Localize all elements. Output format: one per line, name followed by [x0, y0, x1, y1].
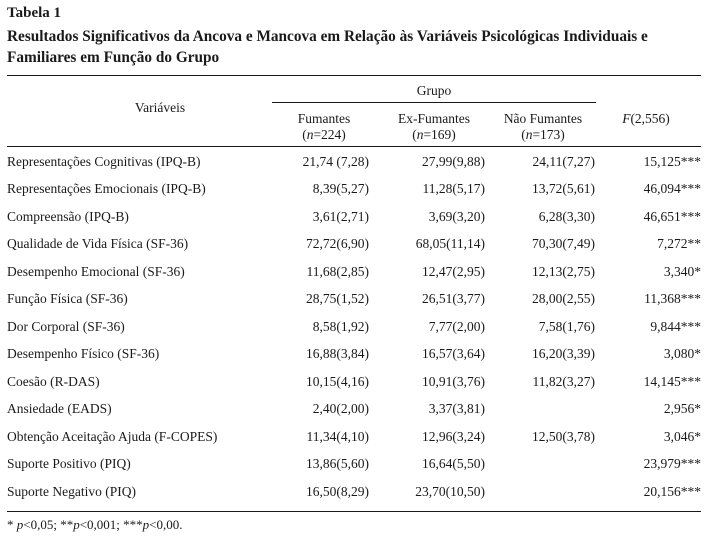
n-value: =169) — [423, 127, 456, 142]
footnote-part: <0,001; *** — [79, 517, 143, 532]
cell-nao-fumantes — [485, 451, 595, 479]
header-col-ex-fumantes — [382, 111, 486, 143]
p-symbol: p — [142, 517, 150, 532]
cell-variable: Compreensão (IPQ-B) — [7, 208, 129, 224]
header-group: Grupo — [416, 83, 452, 98]
cell-nao-fumantes: 16,20(3,39) — [532, 346, 595, 362]
cell-variable: Suporte Negativo (PIQ) — [7, 483, 136, 499]
cell-ex-fumantes: 3,69(3,20) — [428, 208, 485, 224]
col-n: (n=169) — [412, 127, 456, 142]
col-name: Fumantes — [297, 111, 351, 126]
cell-variable: Representações Emocionais (IPQ-B) — [7, 181, 206, 197]
cell-nao-fumantes: 13,72(5,61) — [532, 181, 595, 197]
cell-ex-fumantes: 68,05(11,14) — [415, 236, 485, 252]
n-label: n — [306, 127, 314, 142]
cell-variable: Suporte Positivo (PIQ) — [7, 456, 131, 472]
col-n: (n=173) — [521, 127, 565, 142]
cell-nao-fumantes: 7,58(1,76) — [538, 318, 595, 334]
cell-variable: Função Física (SF-36) — [7, 291, 128, 307]
cell-f: 20,156*** — [643, 483, 701, 499]
cell-ex-fumantes: 7,77(2,00) — [428, 318, 485, 334]
cell-f: 15,125*** — [643, 153, 701, 169]
table-body — [7, 148, 701, 506]
table-label: Tabela 1 — [7, 5, 62, 21]
cell-nao-fumantes — [485, 478, 595, 506]
cell-variable: Obtenção Aceitação Ajuda (F-COPES) — [7, 428, 218, 444]
cell-variable: Coesão (R-DAS) — [7, 373, 100, 389]
cell-ex-fumantes: 26,51(3,77) — [422, 291, 485, 307]
cell-variable: Representações Cognitivas (IPQ-B) — [7, 153, 201, 169]
header-col-fumantes — [272, 111, 376, 143]
cell-fumantes: 28,75(1,52) — [306, 291, 369, 307]
cell-ex-fumantes: 12,47(2,95) — [422, 263, 485, 279]
cell-fumantes: 2,40(2,00) — [312, 401, 369, 417]
n-label: n — [525, 127, 533, 142]
cell-ex-fumantes: 10,91(3,76) — [422, 373, 485, 389]
footnote-part: <0,00. — [149, 517, 183, 532]
cell-nao-fumantes — [485, 396, 595, 424]
cell-ex-fumantes: 23,70(10,50) — [415, 483, 485, 499]
table-row — [7, 423, 701, 451]
header-col-nao-fumantes — [490, 111, 596, 143]
cell-variable: Desempenho Físico (SF-36) — [7, 346, 160, 362]
table-row — [7, 478, 701, 506]
p-symbol: p — [73, 517, 80, 532]
table-row — [7, 148, 701, 176]
cell-variable: Ansiedade (EADS) — [7, 401, 112, 417]
cell-nao-fumantes: 24,11(7,27) — [532, 153, 595, 169]
cell-f: 7,272** — [657, 236, 701, 252]
cell-nao-fumantes: 28,00(2,55) — [532, 291, 595, 307]
cell-nao-fumantes: 12,13(2,75) — [532, 263, 595, 279]
cell-nao-fumantes: 70,30(7,49) — [532, 236, 595, 252]
cell-variable: Desempenho Emocional (SF-36) — [7, 263, 185, 279]
cell-ex-fumantes: 16,57(3,64) — [422, 346, 485, 362]
cell-f: 9,844*** — [650, 318, 701, 334]
cell-fumantes: 11,34(4,10) — [306, 428, 369, 444]
cell-variable: Qualidade de Vida Física (SF-36) — [7, 236, 189, 252]
cell-f: 3,046* — [663, 428, 701, 444]
cell-fumantes: 11,68(2,85) — [306, 263, 369, 279]
top-rule — [7, 75, 701, 76]
cell-fumantes: 16,88(3,84) — [306, 346, 369, 362]
table-row — [7, 231, 701, 259]
group-rule — [272, 102, 596, 103]
cell-f: 14,145*** — [643, 373, 701, 389]
col-name: Não Fumantes — [503, 111, 583, 126]
cell-fumantes: 8,58(1,92) — [312, 318, 369, 334]
results-table — [7, 148, 701, 506]
cell-fumantes: 3,61(2,71) — [312, 208, 369, 224]
table-row — [7, 258, 701, 286]
cell-ex-fumantes: 3,37(3,81) — [428, 401, 485, 417]
cell-f: 2,956* — [663, 401, 701, 417]
cell-fumantes: 21,74 (7,28) — [302, 153, 369, 169]
col-n: (n=224) — [302, 127, 346, 142]
footnote-part: * — [7, 517, 17, 532]
cell-fumantes: 16,50(8,29) — [306, 483, 369, 499]
cell-f: 46,651*** — [643, 208, 701, 224]
cell-fumantes: 13,86(5,60) — [306, 456, 369, 472]
cell-fumantes: 72,72(6,90) — [306, 236, 369, 252]
header-rule — [7, 146, 701, 147]
table-row — [7, 451, 701, 479]
cell-nao-fumantes: 12,50(3,78) — [532, 428, 595, 444]
header-f — [604, 111, 688, 127]
cell-nao-fumantes: 6,28(3,30) — [538, 208, 595, 224]
cell-f: 46,094*** — [643, 181, 701, 197]
cell-ex-fumantes: 27,99(9,88) — [422, 153, 485, 169]
cell-f: 3,340* — [663, 263, 701, 279]
table-title: Resultados Significativos da Ancova e Mancova em Relação às Variáveis Psicológicas Individuais e Familiares em Função do Grupo — [7, 28, 648, 66]
cell-f: 3,080* — [663, 346, 701, 362]
table-row — [7, 286, 701, 314]
cell-f: 11,368*** — [644, 291, 701, 307]
col-name: Ex-Fumantes — [398, 111, 470, 126]
n-label: n — [416, 127, 424, 142]
table-row — [7, 396, 701, 424]
footnote-part: <0,05; ** — [23, 517, 74, 532]
cell-f: 23,979*** — [643, 456, 701, 472]
cell-fumantes: 8,39(5,27) — [312, 181, 369, 197]
table-row — [7, 203, 701, 231]
cell-ex-fumantes: 12,96(3,24) — [422, 428, 485, 444]
cell-nao-fumantes: 11,82(3,27) — [532, 373, 595, 389]
cell-ex-fumantes: 11,28(5,17) — [422, 181, 485, 197]
cell-fumantes: 10,15(4,16) — [306, 373, 369, 389]
table-row — [7, 313, 701, 341]
footnote — [7, 517, 183, 533]
n-value: =224) — [313, 127, 346, 142]
f-df: (2,556) — [630, 111, 670, 126]
table-row — [7, 176, 701, 204]
n-value: =173) — [532, 127, 565, 142]
table-row — [7, 341, 701, 369]
header-variables: Variáveis — [134, 100, 186, 115]
p-symbol: p — [16, 517, 24, 532]
cell-variable: Dor Corporal (SF-36) — [7, 318, 125, 334]
bottom-rule — [7, 511, 701, 512]
table-row — [7, 368, 701, 396]
cell-ex-fumantes: 16,64(5,50) — [422, 456, 485, 472]
f-label: F — [622, 111, 631, 126]
